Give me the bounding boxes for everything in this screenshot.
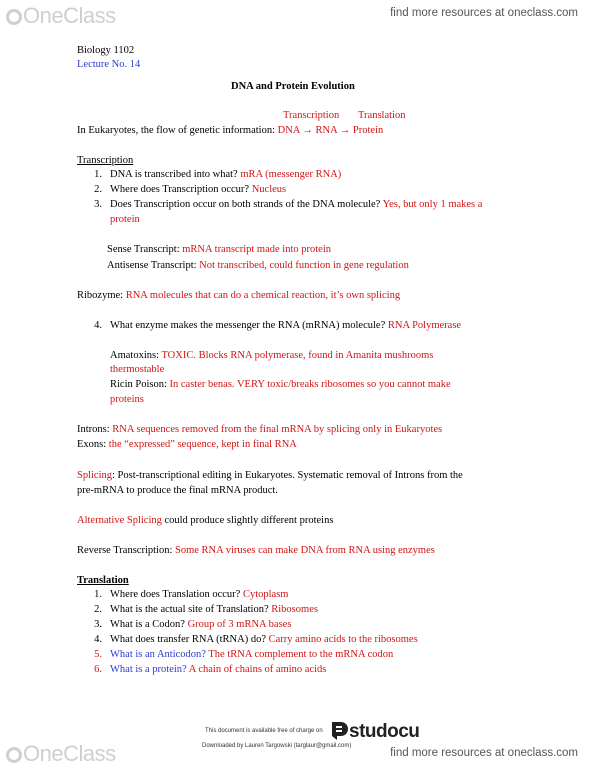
reverse-transcription: Reverse Transcription: Some RNA viruses can make DNA from RNA using enzymes — [77, 545, 435, 556]
translation-item: 5. What is an Anticodon? The tRNA complement to the mRNA codon — [94, 649, 394, 660]
flow-label-translation: Translation — [358, 110, 406, 121]
studocu-icon — [329, 720, 349, 742]
transcription-item: 1. DNA is transcribed into what? mRA (messenger RNA) — [94, 169, 342, 180]
flow-value: DNA → RNA → Protein — [277, 125, 384, 136]
ribozyme-definition: Ribozyme: RNA molecules that can do a chemical reaction, it’s own splicing — [77, 290, 401, 301]
flow-line — [77, 124, 383, 138]
oneclass-logo[interactable] — [6, 3, 116, 29]
oneclass-footer-logo-text: OneClass — [23, 741, 116, 766]
translation-item: 3. What is a Codon? Group of 3 mRNA bases — [94, 619, 292, 630]
exons-definition: Exons: the “expressed” sequence, kept in final RNA — [77, 439, 297, 450]
footer-download-note: Downloaded by Lauren Targowski (targlaur@gmail.com) — [202, 743, 352, 749]
sense-transcript: Sense Transcript: mRNA transcript made into protein — [107, 244, 331, 255]
footer-find-resources-link[interactable]: find more resources at oneclass.com — [390, 747, 578, 759]
footer-availability-note: This document is available free of charge on — [205, 728, 323, 734]
oneclass-footer-logo[interactable] — [6, 741, 116, 767]
splicing-definition: Splicing: Post-transcriptional editing in Eukaryotes. Systematic removal of Introns from the — [77, 470, 463, 481]
translation-item: 2. What is the actual site of Translation? Ribosomes — [94, 604, 318, 615]
transcription-item-continued: protein — [110, 214, 140, 225]
antisense-transcript: Antisense Transcript: Not transcribed, could function in gene regulation — [107, 260, 409, 271]
ricin-note: Ricin Poison: In caster benas. VERY toxic/breaks ribosomes so you cannot make — [110, 379, 451, 390]
translation-item: 1. Where does Translation occur? Cytoplasm — [94, 589, 289, 600]
lecture-number: Lecture No. 14 — [77, 59, 141, 70]
find-resources-link[interactable]: find more resources at oneclass.com — [390, 7, 578, 19]
translation-item: 6. What is a protein? A chain of chains of amino acids — [94, 664, 327, 675]
doc-title: DNA and Protein Evolution — [231, 81, 355, 92]
translation-heading: Translation — [77, 575, 129, 586]
transcription-item: 3. Does Transcription occur on both strands of the DNA molecule? Yes, but only 1 makes a — [94, 199, 483, 210]
ricin-note-continued: proteins — [110, 394, 144, 405]
oneclass-footer-logo-icon — [6, 747, 22, 763]
oneclass-logo-icon — [6, 9, 22, 25]
flow-label-transcription: Transcription — [283, 110, 340, 121]
splicing-definition-continued: pre-mRNA to produce the final mRNA product. — [77, 485, 278, 496]
studocu-text: studocu — [349, 721, 420, 742]
transcription-item: 2. Where does Transcription occur? Nucleus — [94, 184, 287, 195]
course-name: Biology 1102 — [77, 45, 135, 56]
amatoxins-note: Amatoxins: TOXIC. Blocks RNA polymerase, found in Amanita mushrooms — [110, 350, 434, 361]
alternative-splicing: Alternative Splicing could produce slightly different proteins — [77, 515, 334, 526]
transcription-item: 4. What enzyme makes the messenger the RNA (mRNA) molecule? RNA Polymerase — [94, 320, 462, 331]
transcription-heading: Transcription — [77, 155, 134, 166]
studocu-logo[interactable] — [329, 720, 419, 743]
translation-item: 4. What does transfer RNA (tRNA) do? Carry amino acids to the ribosomes — [94, 634, 418, 645]
introns-definition: Introns: RNA sequences removed from the final mRNA by splicing only in Eukaryotes — [77, 424, 443, 435]
oneclass-logo-text: OneClass — [23, 3, 116, 28]
flow-prefix: In Eukaryotes, the flow of genetic information: — [77, 125, 278, 136]
amatoxins-note-continued: thermostable — [110, 364, 165, 375]
